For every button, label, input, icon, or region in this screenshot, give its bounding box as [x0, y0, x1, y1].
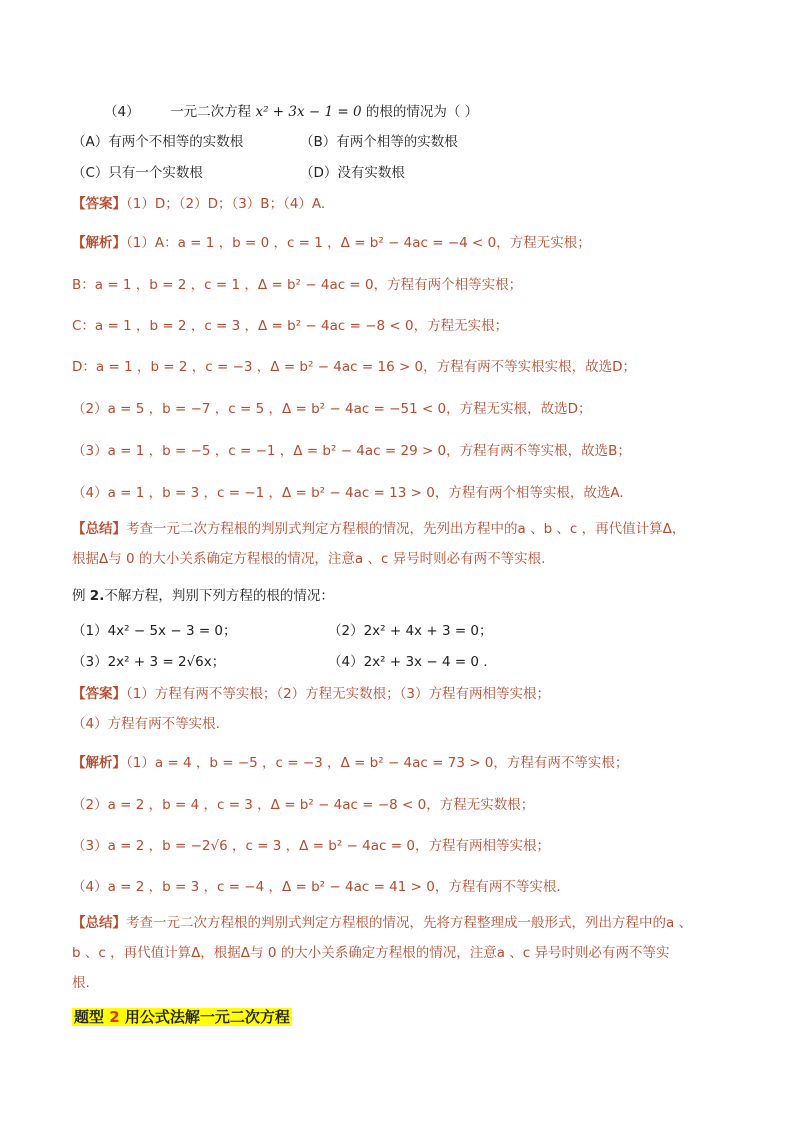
analysis-2-line-2: （2）a = 2 ，b = 4 ，c = 3 ，Δ = b² − 4ac = −8 < 0，方程无实数根； — [72, 797, 535, 813]
analysis-line-1 — [72, 234, 591, 252]
summary-2-line-1 — [72, 914, 692, 932]
summary-text: 考查一元二次方程根的判别式判定方程根的情况，先列出方程中的a 、b 、c ，再代值计算Δ， — [126, 521, 686, 537]
example-label: 例 — [72, 588, 90, 604]
summary-tag: 【总结】 — [72, 915, 126, 931]
option-a: （A）有两个不相等的实数根 — [72, 134, 244, 150]
answer-line — [72, 195, 325, 213]
analysis-tag: 【解析】 — [72, 235, 126, 251]
analysis-line-6: （3）a = 1 ，b = −5 ，c = −1 ，Δ = b² − 4ac = 29 > 0，方程有两不等实根，故选B； — [72, 443, 631, 459]
question-4 — [104, 103, 478, 121]
section-heading — [72, 1006, 292, 1028]
section-title: 用公式法解一元二次方程 — [119, 1008, 290, 1026]
question-stem-a: 一元二次方程 — [170, 104, 256, 120]
problem-3: （3）2x² + 3 = 2√6x； — [72, 654, 226, 670]
example-2-title — [72, 587, 334, 605]
section-label-a: 题型 — [74, 1008, 110, 1026]
analysis-line-5: （2）a = 5 ，b = −7 ，c = 5 ，Δ = b² − 4ac = −51 < 0，方程无实根，故选D； — [72, 401, 592, 417]
question-number: （4） — [104, 104, 140, 120]
answer-tag: 【答案】 — [72, 196, 126, 212]
option-c: （C）只有一个实数根 — [72, 165, 203, 181]
example-prompt: 不解方程，判别下列方程的根的情况： — [104, 588, 334, 604]
summary-line-2: 根据Δ与 0 的大小关系确定方程根的情况，注意a 、c 异号时则必有两不等实根. — [72, 551, 546, 567]
section-heading-label — [72, 1008, 292, 1026]
problem-2: （2）2x² + 4x + 3 = 0； — [328, 623, 493, 639]
question-stem-b: 的根的情况为（ ） — [361, 104, 479, 120]
problem-4: （4）2x² + 3x − 4 = 0 . — [328, 654, 488, 670]
problem-1: （1）4x² − 5x − 3 = 0； — [72, 623, 237, 639]
option-d: （D）没有实数根 — [300, 165, 405, 181]
analysis-line-3: C：a = 1 ，b = 2 ，c = 3 ，Δ = b² − 4ac = −8 < 0，方程无实根； — [72, 318, 509, 334]
analysis-text: （1）a = 4 ，b = −5 ，c = −3 ，Δ = b² − 4ac = 73 > 0，方程有两不等实根； — [126, 755, 629, 771]
summary-text: 考查一元二次方程根的判别式判定方程根的情况，先将方程整理成一般形式，列出方程中的a 、 — [126, 915, 693, 931]
summary-2-line-3: 根. — [72, 975, 90, 991]
analysis-tag: 【解析】 — [72, 755, 126, 771]
summary-tag: 【总结】 — [72, 521, 126, 537]
section-number: 2 — [109, 1008, 120, 1026]
summary-line-1 — [72, 520, 685, 538]
analysis-2-line-1 — [72, 754, 628, 772]
answer-2-line-1 — [72, 685, 550, 703]
answer-text: （1）方程有两不等实根；（2）方程无实数根；（3）方程有两相等实根； — [126, 686, 551, 702]
analysis-2-line-3: （3）a = 2 ，b = −2√6 ，c = 3 ，Δ = b² − 4ac = 0，方程有两相等实根； — [72, 838, 550, 854]
analysis-line-4: D：a = 1 ，b = 2 ，c = −3 ，Δ = b² − 4ac = 16 > 0，方程有两不等实根实根，故选D； — [72, 359, 637, 375]
option-b: （B）有两个相等的实数根 — [300, 134, 458, 150]
answer-tag: 【答案】 — [72, 686, 126, 702]
answer-2-line-2: （4）方程有两不等实根. — [72, 716, 220, 732]
analysis-line-2: B：a = 1 ，b = 2 ，c = 1 ，Δ = b² − 4ac = 0，方程有两个相等实根； — [72, 277, 523, 293]
equation: x² + 3x − 1 = 0 — [255, 104, 362, 120]
summary-2-line-2: b 、c ，再代值计算Δ，根据Δ与 0 的大小关系确定方程根的情况，注意a 、c 异号时则必有两不等实 — [72, 945, 670, 961]
answer-text: （1）D；（2）D；（3）B；（4）A. — [126, 196, 326, 212]
example-number: 2. — [89, 588, 105, 604]
analysis-text: （1）A：a = 1 ，b = 0 ，c = 1 ，Δ = b² − 4ac = −4 < 0，方程无实根； — [126, 235, 591, 251]
analysis-2-line-4: （4）a = 2 ，b = 3 ，c = −4 ，Δ = b² − 4ac = 41 > 0，方程有两不等实根. — [72, 879, 561, 895]
analysis-line-7: （4）a = 1 ，b = 3 ，c = −1 ，Δ = b² − 4ac = 13 > 0，方程有两个相等实根，故选A. — [72, 485, 624, 501]
